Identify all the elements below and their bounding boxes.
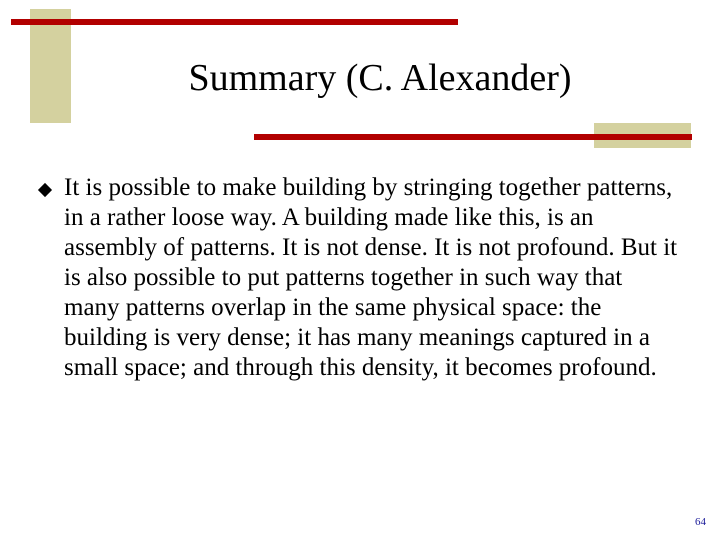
slide-title: Summary (C. Alexander) bbox=[188, 57, 572, 99]
bullet-item bbox=[38, 173, 678, 383]
title-container bbox=[80, 52, 680, 104]
decorative-line-bottom bbox=[254, 134, 692, 140]
page-number: 64 bbox=[695, 516, 706, 528]
diamond-bullet-icon bbox=[38, 183, 52, 197]
slide-body bbox=[38, 173, 678, 383]
decorative-block-left bbox=[30, 9, 71, 123]
bullet-text: It is possible to make building by stringing together patterns, in a rather loose way. A building made like this, is an assembly of patterns. It is not dense. It is not profound. But it is also possible to put patterns together in such way that many patterns overlap in the same physical space: the building is very dense; it has many meanings captured in a small space; and through this density, it becomes profound. bbox=[64, 174, 678, 381]
decorative-line-top bbox=[11, 19, 458, 25]
